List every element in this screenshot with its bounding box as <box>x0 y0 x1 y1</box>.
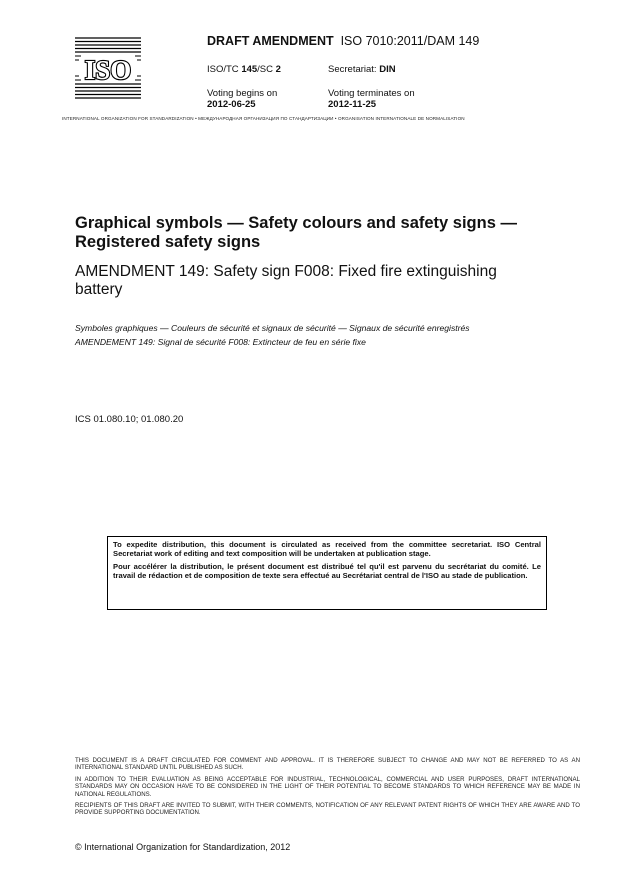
amendment-line-2: battery <box>75 281 123 298</box>
notice-english: To expedite distribution, this document is circulated as received from the committee secretariat. ISO Central Secretariat work of editing and text composition will be undertaken at publication stage. <box>113 540 541 559</box>
disclaimer-paragraph-3: RECIPIENTS OF THIS DRAFT ARE INVITED TO SUBMIT, WITH THEIR COMMENTS, NOTIFICATION OF ANY RELEVANT PATENT RIGHTS OF WHICH THEY ARE AWARE AND TO PROVIDE SUPPORTING DOCUMENTATION. <box>75 802 580 817</box>
french-title-line-2: AMENDEMENT 149: Signal de sécurité F008: Extincteur de feu en série fixe <box>75 336 366 347</box>
voting-terminates-date: 2012-11-25 <box>328 99 377 110</box>
secretariat-label: Secretariat: <box>328 64 380 75</box>
committee-sc: 2 <box>275 64 281 75</box>
document-title <box>75 214 555 252</box>
distribution-notice <box>107 536 547 610</box>
voting-begins-date: 2012-06-25 <box>207 99 256 110</box>
committee-prefix: ISO/TC <box>207 64 242 75</box>
copyright-notice: © International Organization for Standardization, 2012 <box>75 842 291 852</box>
disclaimer-paragraph-2: IN ADDITION TO THEIR EVALUATION AS BEING ACCEPTABLE FOR INDUSTRIAL, TECHNOLOGICAL, COMMERCIAL AND USER PURPOSES, DRAFT INTERNATIONAL STANDARDS MAY ON OCCASION HAVE TO BE CONSIDERED IN THE LIGHT OF THEIR POTENTIAL TO BECOME STANDARDS TO WHICH REFERENCE MAY BE MADE IN NATIONAL REGULATIONS. <box>75 775 580 798</box>
committee <box>207 64 281 75</box>
disclaimer <box>75 757 580 821</box>
french-title <box>75 322 575 349</box>
iso-logo-text: ISO <box>84 55 132 85</box>
title-line-2: Registered safety signs <box>75 233 261 251</box>
document-reference: ISO 7010:2011/DAM 149 <box>340 34 480 48</box>
draft-label: DRAFT AMENDMENT <box>207 34 334 48</box>
committee-mid: /SC <box>257 64 276 75</box>
voting-begins-label: Voting begins on <box>207 88 278 99</box>
notice-french: Pour accélérer la distribution, le présent document est distribué tel qu'il est parvenu du secrétariat du comité. Le travail de rédaction et de composition de texte sera effectué au Secrétariat central de l'ISO au stade de publication. <box>113 561 541 580</box>
secretariat <box>328 64 396 75</box>
header-title <box>207 34 479 48</box>
voting-begins <box>207 88 277 110</box>
amendment-line-1: AMENDMENT 149: Safety sign F008: Fixed fire extinguishing <box>75 263 497 280</box>
french-title-line-1: Symboles graphiques — Couleurs de sécurité et signaux de sécurité — Signaux de sécurité enregistrés <box>75 323 470 333</box>
committee-tc: 145 <box>241 64 258 75</box>
amendment-title <box>75 263 555 299</box>
voting-terminates <box>328 88 415 110</box>
title-line-1: Graphical symbols — Safety colours and safety signs — <box>75 214 517 232</box>
iso-logo <box>75 36 141 100</box>
ics-codes: ICS 01.080.10; 01.080.20 <box>75 414 184 425</box>
organization-line: INTERNATIONAL ORGANIZATION FOR STANDARDIZATION • МЕЖДУНАРОДНАЯ ОРГАНИЗАЦИЯ ПО СТАНДАРТИЗАЦИИ • ORGANISATION INTERNATIONALE DE NORMALISATION <box>62 116 465 121</box>
secretariat-value: DIN <box>379 64 396 75</box>
voting-terminates-label: Voting terminates on <box>328 88 415 99</box>
disclaimer-paragraph-1: THIS DOCUMENT IS A DRAFT CIRCULATED FOR COMMENT AND APPROVAL. IT IS THEREFORE SUBJECT TO CHANGE AND MAY NOT BE REFERRED TO AS AN INTERNATIONAL STANDARD UNTIL PUBLISHED AS SUCH. <box>75 757 580 772</box>
